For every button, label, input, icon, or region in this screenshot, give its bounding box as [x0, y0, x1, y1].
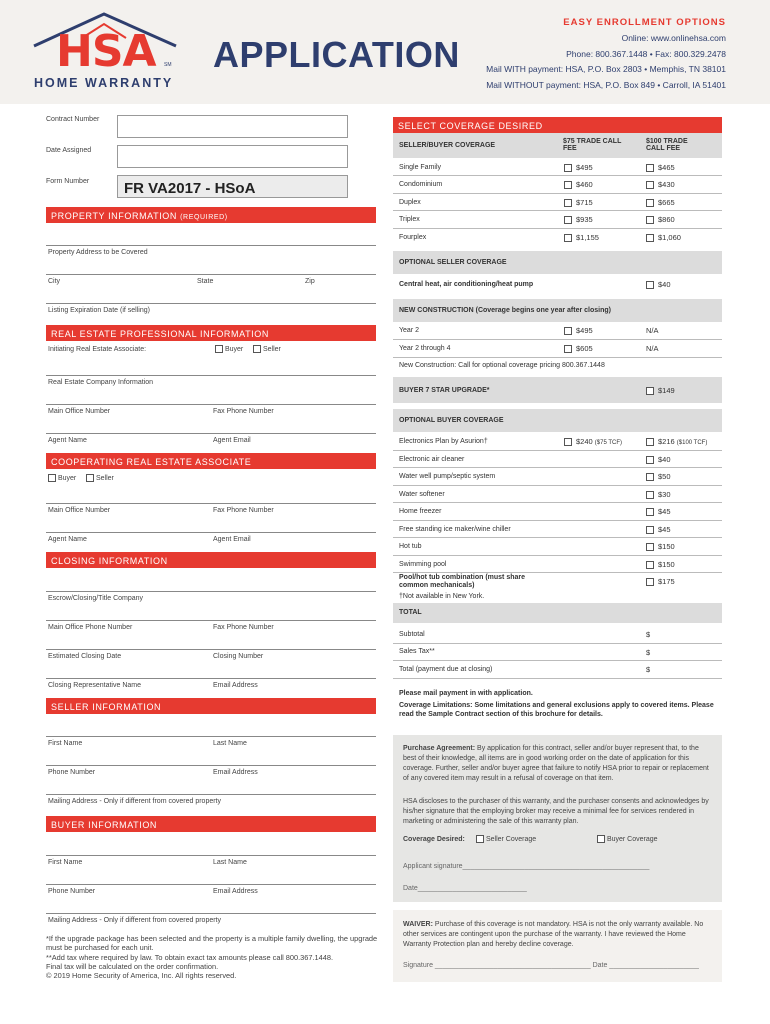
duplex-75 [564, 198, 593, 207]
single-family-100-price: $465 [658, 163, 675, 172]
duplex-75-checkbox[interactable] [564, 199, 572, 207]
coop-seller-checkbox[interactable] [86, 474, 94, 482]
opt-swimming-pool-price [646, 560, 675, 569]
opt-air-cleaner: Electronic air cleaner [399, 456, 465, 463]
agent-email-label: Agent Email [213, 437, 251, 444]
seller-mailing-line[interactable] [46, 794, 376, 795]
coop-agent-name-label: Agent Name [48, 536, 87, 543]
electronics-75-checkbox[interactable] [564, 438, 572, 446]
buyer-phone-label: Phone Number [48, 888, 96, 895]
logo-text: HSA [56, 26, 156, 77]
condominium-100 [646, 180, 675, 189]
opt-swimming-pool-checkbox[interactable] [646, 561, 654, 569]
property-address-label: Property Address to be Covered [48, 249, 148, 256]
coop-section-header: COOPERATING REAL ESTATE ASSOCIATE [46, 453, 376, 469]
property-section-header [46, 207, 376, 223]
condominium-75-checkbox[interactable] [564, 181, 572, 189]
opt-home-freezer-amount: $45 [658, 507, 671, 516]
row-divider [393, 520, 722, 521]
waiver-text: Purchase of this coverage is not mandatory. HSA is not the only warranty available. No other services are contingent upon the purchase of the warranty. I have reviewed the Home Warranty Protection plan and hereby decline coverage. [403, 921, 704, 949]
coop-buyer-checkbox[interactable] [48, 474, 56, 482]
row-divider [393, 467, 722, 468]
sb-title: SELLER/BUYER COVERAGE [399, 142, 496, 149]
buyer-7-star-price [646, 386, 675, 395]
limitations-title: Coverage Limitations: [399, 702, 473, 709]
central-heat-label: Central heat, air conditioning/heat pump [399, 281, 534, 288]
limitations-text: Some limitations and general exclusions apply to covered items. Please read the Sample Contract section of this brochure for details. [399, 702, 714, 718]
row-divider [393, 228, 722, 229]
est-closing-label: Estimated Closing Date [48, 653, 122, 660]
opt-pool-hot-tub: Pool/hot tub combination (must share common mechanicals) [399, 574, 525, 590]
zip-label: Zip [305, 278, 315, 285]
form-number-field[interactable]: FR VA2017 - HSoA [117, 175, 348, 198]
row-single-family: Single Family [399, 164, 442, 171]
seller-section-header: SELLER INFORMATION [46, 698, 376, 714]
year-2-100: N/A [646, 326, 659, 335]
optional-seller-header [393, 251, 722, 274]
buyer-section-header: BUYER INFORMATION [46, 816, 376, 832]
coop-buyer [48, 474, 76, 482]
duplex-100-checkbox[interactable] [646, 199, 654, 207]
electronics-75-price: $240 [576, 437, 593, 446]
company-info-line[interactable] [46, 375, 376, 376]
row-fourplex: Fourplex [399, 234, 427, 241]
escrow-line[interactable] [46, 591, 376, 592]
opt-water-softener-amount: $30 [658, 490, 671, 499]
coop-office-line[interactable] [46, 503, 376, 504]
row-divider [393, 339, 722, 340]
buyer-phone-line[interactable] [46, 884, 376, 885]
electronics-100-tcf: ($100 TCF) [676, 440, 708, 446]
buyer-last-name-label: Last Name [213, 859, 247, 866]
opt-water-softener: Water softener [399, 491, 445, 498]
fourplex-75-checkbox[interactable] [564, 234, 572, 242]
row-divider [393, 485, 722, 486]
row-divider [393, 555, 722, 556]
opt-water-well: Water well pump/septic system [399, 473, 496, 480]
col-75-header: $75 TRADE CALL FEE [563, 138, 622, 152]
condominium-75-price: $460 [576, 180, 593, 189]
row-divider [393, 537, 722, 538]
opt-pool-hot-tub-amount: $175 [658, 577, 675, 586]
condominium-75 [564, 180, 593, 189]
closing-number-label: Closing Number [213, 653, 264, 660]
initiating-seller-checkbox[interactable] [253, 345, 261, 353]
page-title: APPLICATION [213, 34, 460, 75]
purchase-agreement-text: By application for this contract, seller and/or buyer represent that, to the best of their knowledge, all items are in good working order on the date of application for this coverage. Further, seller and/or buyer agree that failure to notify HSA prior to repair or replacement of any covered item may result in a refusal of coverage on that item. [403, 745, 709, 783]
opt-ice-maker-amount: $45 [658, 525, 671, 534]
company-info-label: Real Estate Company Information [48, 379, 154, 386]
row-divider [393, 643, 722, 644]
opt-ice-maker-price [646, 525, 671, 534]
main-office-phone-label: Main Office Phone Number [48, 624, 133, 631]
row-divider [393, 175, 722, 176]
agent-line[interactable] [46, 433, 376, 434]
fourplex-75 [564, 233, 599, 242]
buyer-7-star-title: BUYER 7 STAR UPGRADE* [399, 387, 490, 394]
property-address-line[interactable] [46, 245, 376, 246]
mail-payment-note: Please mail payment in with application. [399, 690, 533, 697]
row-condominium: Condominium [399, 181, 443, 188]
seller-email-label: Email Address [213, 769, 258, 776]
central-heat-checkbox[interactable] [646, 281, 654, 289]
opt-air-cleaner-amount: $40 [658, 455, 671, 464]
opt-water-softener-price [646, 490, 671, 499]
opt-home-freezer: Home freezer [399, 508, 442, 515]
triplex-100 [646, 215, 675, 224]
optional-buyer-title: OPTIONAL BUYER COVERAGE [399, 417, 504, 424]
central-heat-amount: $40 [658, 280, 671, 289]
waiver-title: WAIVER: [403, 921, 433, 928]
row-triplex: Triplex [399, 216, 420, 223]
opt-home-freezer-price [646, 507, 671, 516]
year-2-4-label: Year 2 through 4 [399, 345, 451, 352]
seller-first-name-label: First Name [48, 740, 83, 747]
contract-number-field[interactable] [117, 115, 348, 138]
opt-swimming-pool-amount: $150 [658, 560, 675, 569]
mail-without-line: Mail WITHOUT payment: HSA, P.O. Box 849 • Carroll, IA 51401 [486, 80, 726, 90]
closing-rep-label: Closing Representative Name [48, 682, 141, 689]
row-divider [393, 357, 722, 358]
triplex-75-checkbox[interactable] [564, 216, 572, 224]
buyer-email-label: Email Address [213, 888, 258, 895]
opt-hot-tub-price [646, 542, 675, 551]
opt-water-well-price [646, 472, 671, 481]
subtotal-field[interactable]: $ [646, 630, 651, 639]
buyer-mailing-line[interactable] [46, 913, 376, 914]
office-phone-line[interactable] [46, 620, 376, 621]
disclosure: HSA discloses to the purchaser of this warranty, and the purchaser consents and acknowledges by his/her signature that the employing broker may receive a minimal fee for services rendered in marketing or administering the sale of this warranty plan. [403, 798, 709, 826]
electronics-75 [564, 437, 622, 446]
opt-hot-tub-amount: $150 [658, 542, 675, 551]
fax-label: Fax Phone Number [213, 408, 274, 415]
fourplex-75-price: $1,155 [576, 233, 599, 242]
main-office-label: Main Office Number [48, 408, 111, 415]
central-heat-price [646, 280, 671, 289]
date-assigned-field[interactable] [117, 145, 348, 168]
mail-with-line: Mail WITH payment: HSA, P.O. Box 2803 • Memphis, TN 38101 [486, 64, 726, 74]
copyright: © 2019 Home Security of America, Inc. All rights reserved. [46, 971, 237, 980]
date-assigned-label: Date Assigned [46, 147, 92, 154]
optional-buyer-header [393, 409, 722, 432]
seller-phone-line[interactable] [46, 765, 376, 766]
est-closing-line[interactable] [46, 649, 376, 650]
seller-coverage-text: Seller Coverage [485, 835, 537, 843]
new-construction-note: New Construction: Call for optional coverage pricing 800.367.1448 [399, 362, 605, 369]
single-family-100-checkbox[interactable] [646, 164, 654, 172]
opt-swimming-pool: Swimming pool [399, 561, 447, 568]
row-duplex: Duplex [399, 199, 421, 206]
buyer-coverage-checkbox[interactable] [597, 835, 605, 843]
coop-seller-text: Seller [95, 474, 114, 482]
opt-water-well-checkbox[interactable] [646, 473, 654, 481]
closing-email-label: Email Address [213, 682, 258, 689]
duplex-100-price: $665 [658, 198, 675, 207]
new-construction-header [393, 299, 722, 322]
coop-seller [86, 474, 114, 482]
row-divider [393, 210, 722, 211]
city-label: City [48, 278, 61, 285]
initiating-label: Initiating Real Estate Associate: [48, 346, 147, 353]
single-family-75-checkbox[interactable] [564, 164, 572, 172]
year-2-4-price: $605 [576, 344, 593, 353]
total-header [393, 603, 722, 623]
coverage-desired-label: Coverage Desired: [403, 836, 465, 843]
initiating-seller-text: Seller [262, 345, 281, 353]
year-2-4-checkbox[interactable] [564, 345, 572, 353]
footnotes [46, 934, 378, 980]
seller-coverage-checkbox[interactable] [476, 835, 484, 843]
footnote-tax: **Add tax where required by law. To obtain exact tax amounts please call 800.367.1448. [46, 952, 334, 962]
fourplex-100-checkbox[interactable] [646, 234, 654, 242]
purchase-agreement [403, 744, 713, 785]
coop-main-office-label: Main Office Number [48, 507, 111, 514]
logo [30, 10, 180, 92]
listing-line[interactable] [46, 303, 376, 304]
opt-air-cleaner-checkbox[interactable] [646, 456, 654, 464]
coverage-limitations [399, 702, 719, 720]
opt-water-softener-checkbox[interactable] [646, 491, 654, 499]
opt-pool-hot-tub-price [646, 577, 675, 586]
row-divider [393, 678, 722, 679]
state-label: State [197, 278, 214, 285]
triplex-100-price: $860 [658, 215, 675, 224]
opt-water-well-amount: $50 [658, 472, 671, 481]
agent-name-label: Agent Name [48, 437, 87, 444]
form-number-label: Form Number [46, 178, 90, 185]
single-family-100 [646, 163, 675, 172]
subtotal-label: Subtotal [399, 631, 425, 638]
row-divider [393, 502, 722, 503]
waiver-signature[interactable]: Signature ________________________________________ Date _______________________ [403, 962, 699, 969]
opt-ice-maker: Free standing ice maker/wine chiller [399, 526, 511, 533]
opt-air-cleaner-price [646, 455, 671, 464]
single-family-75-price: $495 [576, 163, 593, 172]
ny-note: †Not available in New York. [399, 593, 485, 600]
fourplex-100 [646, 233, 681, 242]
buyer-coverage-text: Buyer Coverage [606, 835, 658, 843]
initiating-buyer-text: Buyer [224, 345, 244, 353]
waiver [403, 920, 713, 950]
closing-rep-line[interactable] [46, 678, 376, 679]
logo-sm: SM [164, 62, 172, 68]
sales-tax-field[interactable]: $ [646, 648, 651, 657]
coop-agent-email-label: Agent Email [213, 536, 251, 543]
seller-mailing-label: Mailing Address - Only if different from covered property [48, 798, 222, 805]
optional-seller-title: OPTIONAL SELLER COVERAGE [399, 259, 507, 266]
escrow-label: Escrow/Closing/Title Company [48, 595, 144, 602]
listing-exp-label: Listing Expiration Date (if selling) [48, 307, 150, 314]
initiating-buyer [215, 345, 243, 353]
duplex-75-price: $715 [576, 198, 593, 207]
opt-hot-tub: Hot tub [399, 543, 422, 550]
opt-pool-hot-tub-checkbox[interactable] [646, 578, 654, 586]
property-title: PROPERTY INFORMATION [51, 211, 178, 221]
property-required: (REQUIRED) [180, 214, 228, 221]
col-100-header: $100 TRADE CALL FEE [646, 138, 688, 152]
electronics-100-checkbox[interactable] [646, 438, 654, 446]
year-2-label: Year 2 [399, 327, 419, 334]
triplex-75-price: $935 [576, 215, 593, 224]
footnote-upgrade: *If the upgrade package has been selected and the property is a multiple family dwelling, the upgrade must be purchased for each unit. [46, 934, 378, 953]
opt-ice-maker-checkbox[interactable] [646, 526, 654, 534]
buyer-first-name-label: First Name [48, 859, 83, 866]
fourplex-100-price: $1,060 [658, 233, 681, 242]
electronics-plan-label: Electronics Plan by Asurion† [399, 438, 488, 445]
total-pay-label: Total (payment due at closing) [399, 666, 493, 673]
opt-home-freezer-checkbox[interactable] [646, 508, 654, 516]
applicant-signature[interactable]: Applicant signature________________________________________________ [403, 863, 650, 870]
coop-buyer-text: Buyer [57, 474, 77, 482]
main-office-line[interactable] [46, 404, 376, 405]
total-pay-field[interactable]: $ [646, 665, 651, 674]
seller-phone-label: Phone Number [48, 769, 96, 776]
rep-section-header: REAL ESTATE PROFESSIONAL INFORMATION [46, 325, 376, 341]
condominium-100-checkbox[interactable] [646, 181, 654, 189]
contract-number-label: Contract Number [46, 116, 100, 123]
footnote-final-tax: Final tax will be calculated on the order confirmation. [46, 961, 219, 971]
year-2-4-75 [564, 344, 593, 353]
new-construction-title: NEW CONSTRUCTION (Coverage begins one year after closing) [399, 307, 611, 314]
purchase-agreement-title: Purchase Agreement: [403, 745, 476, 752]
row-divider [393, 193, 722, 194]
year-2-4-100: N/A [646, 344, 659, 353]
row-divider [393, 450, 722, 451]
buyer-7-star-amount: $149 [658, 386, 675, 395]
enrollment-title: EASY ENROLLMENT OPTIONS [563, 17, 726, 28]
phone-line: Phone: 800.367.1448 • Fax: 800.329.2478 [566, 49, 726, 59]
closing-section-header: CLOSING INFORMATION [46, 552, 376, 568]
year-2-price: $495 [576, 326, 593, 335]
logo-subtitle: HOME WARRANTY [34, 76, 174, 90]
buyer-mailing-label: Mailing Address - Only if different from covered property [48, 917, 222, 924]
sales-tax-label: Sales Tax** [399, 648, 435, 655]
total-title: TOTAL [399, 609, 422, 616]
condominium-100-price: $430 [658, 180, 675, 189]
seller-last-name-label: Last Name [213, 740, 247, 747]
triplex-100-checkbox[interactable] [646, 216, 654, 224]
buyer-coverage-option [597, 835, 658, 843]
initiating-buyer-checkbox[interactable] [215, 345, 223, 353]
online-line: Online: www.onlinehsa.com [621, 33, 726, 43]
electronics-100-price: $216 [658, 437, 675, 446]
year-2-checkbox[interactable] [564, 327, 572, 335]
row-divider [393, 572, 722, 573]
coop-fax-label: Fax Phone Number [213, 507, 274, 514]
electronics-100 [646, 437, 707, 446]
applicant-date[interactable]: Date____________________________ [403, 885, 527, 892]
single-family-75 [564, 163, 593, 172]
buyer-7-star-checkbox[interactable] [646, 387, 654, 395]
city-line[interactable] [46, 274, 376, 275]
initiating-seller [253, 345, 281, 353]
opt-hot-tub-checkbox[interactable] [646, 543, 654, 551]
seller-coverage-option [476, 835, 536, 843]
select-coverage-header: SELECT COVERAGE DESIRED [393, 117, 722, 133]
electronics-75-tcf: ($75 TCF) [594, 440, 623, 446]
triplex-75 [564, 215, 593, 224]
buyer-name-line[interactable] [46, 855, 376, 856]
row-divider [393, 660, 722, 661]
seller-name-line[interactable] [46, 736, 376, 737]
closing-fax-label: Fax Phone Number [213, 624, 274, 631]
coop-agent-line[interactable] [46, 532, 376, 533]
duplex-100 [646, 198, 675, 207]
year-2-75 [564, 326, 593, 335]
